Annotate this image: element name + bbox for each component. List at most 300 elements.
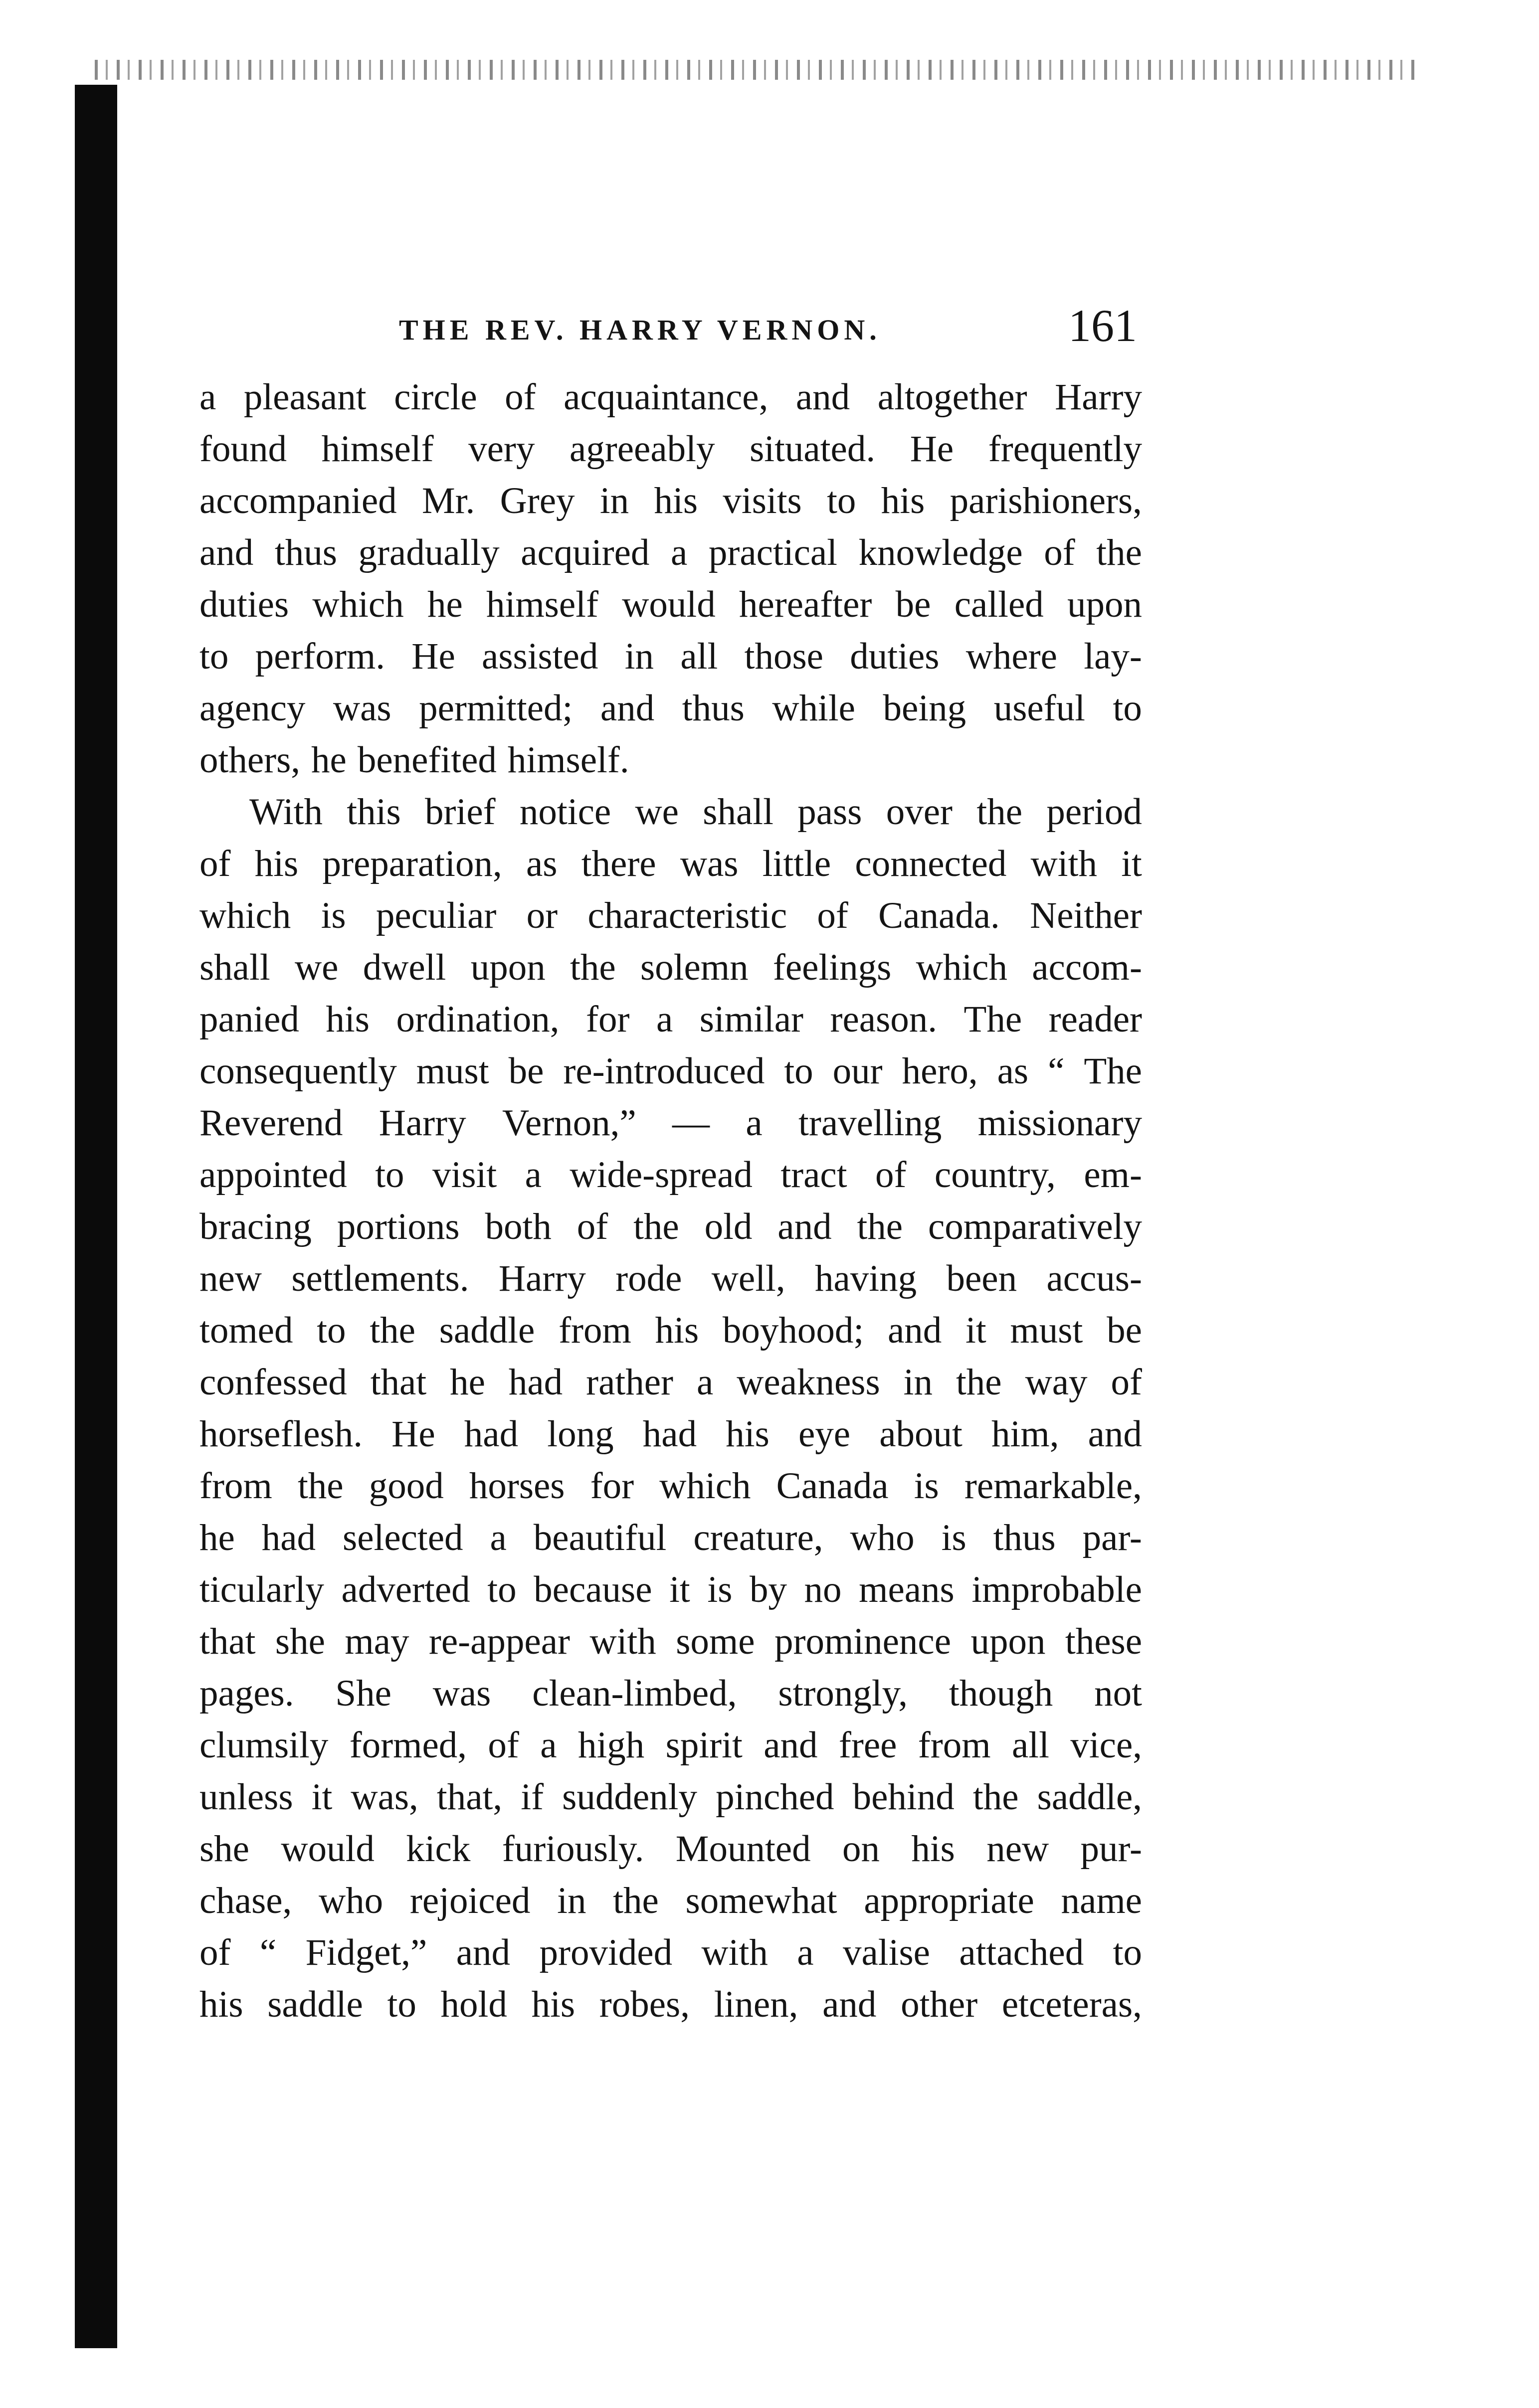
word: of [1044, 532, 1075, 573]
word: way [1025, 1362, 1088, 1403]
word: in [599, 480, 629, 521]
word: is [321, 895, 346, 936]
word: weakness [737, 1362, 880, 1403]
word: horses [469, 1465, 565, 1507]
word: valise [843, 1932, 930, 1973]
word: the [613, 1880, 659, 1921]
word: duties [850, 636, 940, 677]
word: and [199, 532, 254, 573]
word: this [347, 791, 401, 833]
word: of [875, 1154, 907, 1196]
word: similar [699, 999, 804, 1040]
word: portions [337, 1206, 460, 1247]
word: connected [855, 843, 1007, 884]
word: to [199, 636, 229, 677]
word: gradually [358, 532, 500, 573]
word: which [312, 584, 404, 625]
word: assisted [482, 636, 598, 677]
word: tract [780, 1154, 847, 1196]
word: lay- [1084, 636, 1142, 677]
text-line [199, 786, 1142, 838]
word: it [965, 1310, 986, 1351]
word: is [914, 1465, 939, 1507]
word: both [485, 1206, 552, 1247]
word: duties [199, 584, 289, 625]
word: a [490, 1517, 507, 1558]
text-line [199, 1616, 1142, 1668]
word: circle [394, 376, 477, 418]
word: situated. [750, 428, 876, 470]
word: himself [321, 428, 434, 470]
word: of [199, 1932, 231, 1973]
text-line [199, 1460, 1142, 1512]
word: the [972, 1776, 1019, 1818]
word: parishioners, [950, 480, 1142, 521]
text-line [199, 1253, 1142, 1305]
word: himself. [507, 739, 629, 781]
word: to [1113, 688, 1142, 729]
word: his [654, 480, 698, 521]
word: of [817, 895, 848, 936]
word: peculiar [376, 895, 497, 936]
word: to [827, 480, 856, 521]
word: Canada [776, 1465, 889, 1507]
word: may [345, 1621, 409, 1662]
word: saddle [267, 1984, 363, 2025]
text-line [199, 371, 1142, 423]
word: of [505, 376, 536, 418]
word: strongly, [778, 1673, 908, 1714]
word: the [570, 947, 616, 988]
word: confessed [199, 1362, 347, 1403]
word: attached [959, 1932, 1084, 1973]
word: hereafter [739, 584, 872, 625]
word: creature, [693, 1517, 823, 1558]
word: — [672, 1102, 710, 1144]
word: Harry [1055, 376, 1142, 418]
word: the [633, 1206, 679, 1247]
word: visits [723, 480, 802, 521]
page-header [399, 299, 1137, 354]
word: upon [470, 947, 546, 988]
text-line [199, 579, 1142, 631]
word: selected [343, 1517, 463, 1558]
word: upon [1067, 584, 1142, 625]
word: accom- [1032, 947, 1142, 988]
word: The [1084, 1050, 1142, 1092]
word: acquired [521, 532, 650, 573]
word: very [468, 428, 535, 470]
word: these [1065, 1621, 1142, 1662]
word: as [997, 1050, 1029, 1092]
word: from [559, 1310, 631, 1351]
word: settlements. [291, 1258, 469, 1299]
word: be [1107, 1310, 1142, 1351]
word: boyhood; [722, 1310, 864, 1351]
word: benefited [357, 739, 497, 781]
word: well, [711, 1258, 785, 1299]
text-line [199, 1720, 1142, 1771]
word: had [261, 1517, 316, 1558]
word: panied [199, 999, 299, 1040]
word: saddle [439, 1310, 535, 1351]
word: re-appear [428, 1621, 570, 1662]
word: his [655, 1310, 699, 1351]
word: Harry [498, 1258, 586, 1299]
word: furiously. [502, 1828, 644, 1870]
word: upon [970, 1621, 1046, 1662]
text-line [199, 1823, 1142, 1875]
text-line [199, 1512, 1142, 1564]
word: was [432, 1673, 491, 1714]
word: to [375, 1154, 404, 1196]
word: knowledge [858, 532, 1023, 573]
word: “ [259, 1932, 277, 1973]
word: With [249, 791, 323, 833]
word: with [589, 1621, 656, 1662]
word: period [1046, 791, 1142, 833]
word: agency [199, 688, 306, 729]
word: we [294, 947, 339, 988]
word: Reverend [199, 1102, 343, 1144]
word: and [764, 1724, 818, 1766]
word: his [254, 843, 299, 884]
word: must [416, 1050, 489, 1092]
word: it [1121, 843, 1142, 884]
word: is [707, 1569, 733, 1610]
word: linen, [714, 1984, 798, 2025]
word: brief [425, 791, 496, 833]
word: that [199, 1621, 256, 1662]
word: to [784, 1050, 813, 1092]
word: he [311, 739, 347, 781]
word: was [680, 843, 739, 884]
word: a [797, 1932, 814, 1973]
word: permitted; [419, 688, 573, 729]
word: hold [440, 1984, 507, 2025]
text-line [199, 1927, 1142, 1979]
word: all [680, 636, 718, 677]
word: suddenly [562, 1776, 697, 1818]
page-top-edge-scan [95, 60, 1416, 80]
text-line [199, 683, 1142, 734]
text-line [199, 1305, 1142, 1357]
word: about [879, 1413, 962, 1455]
word: unless [199, 1776, 293, 1818]
word: He [411, 636, 455, 677]
word: high [577, 1724, 645, 1766]
word: over [886, 791, 953, 833]
word: would [281, 1828, 375, 1870]
word: appropriate [864, 1880, 1034, 1921]
word: and [887, 1310, 942, 1351]
word: his [531, 1984, 576, 2025]
word: pages. [199, 1673, 294, 1714]
word: reader [1048, 999, 1142, 1040]
word: clumsily [199, 1724, 329, 1766]
text-line [199, 734, 1142, 786]
word: robes, [599, 1984, 690, 2025]
word: was, [351, 1776, 418, 1818]
word: our [832, 1050, 883, 1092]
text-line [199, 1875, 1142, 1927]
word: he [199, 1517, 235, 1558]
word: little [762, 843, 831, 884]
text-line [199, 890, 1142, 942]
word: be [508, 1050, 544, 1092]
word: ordination, [396, 999, 560, 1040]
word: his [911, 1828, 955, 1870]
word: behind [852, 1776, 955, 1818]
word: Vernon,” [502, 1102, 636, 1144]
word: if [521, 1776, 544, 1818]
word: rode [615, 1258, 682, 1299]
word: and [795, 376, 850, 418]
word: remarkable, [964, 1465, 1142, 1507]
word: would [622, 584, 716, 625]
word: hero, [902, 1050, 978, 1092]
word: provided [539, 1932, 673, 1973]
word: Mr. [421, 480, 475, 521]
word: visit [432, 1154, 497, 1196]
text-line [199, 527, 1142, 579]
word: not [1094, 1673, 1142, 1714]
word: re-introduced [563, 1050, 765, 1092]
word: which [916, 947, 1007, 988]
word: other [901, 1984, 978, 2025]
word: been [946, 1258, 1017, 1299]
word: wide-spread [570, 1154, 753, 1196]
word: par- [1082, 1517, 1142, 1558]
word: ticularly [199, 1569, 324, 1610]
word: consequently [199, 1050, 397, 1092]
word: to [487, 1569, 517, 1610]
word: tomed [199, 1310, 293, 1351]
word: no [804, 1569, 842, 1610]
word: to [387, 1984, 416, 2025]
word: travelling [798, 1102, 942, 1144]
word: a [525, 1154, 542, 1196]
word: accus- [1046, 1258, 1142, 1299]
word: appointed [199, 1154, 347, 1196]
word: with [701, 1932, 768, 1973]
word: the [857, 1206, 903, 1247]
word: notice [519, 791, 611, 833]
word: Canada. [878, 895, 1000, 936]
word: it [311, 1776, 333, 1818]
running-head: THE REV. HARRY VERNON. [399, 314, 881, 346]
word: of [199, 843, 231, 884]
word: thus [993, 1517, 1056, 1558]
text-line [199, 994, 1142, 1045]
word: the [1096, 532, 1142, 573]
word: he [450, 1362, 485, 1403]
word: who [850, 1517, 915, 1558]
text-line [199, 1149, 1142, 1201]
word: while [772, 688, 855, 729]
word: Grey [500, 480, 575, 521]
text-line [199, 1357, 1142, 1408]
word: be [895, 584, 931, 625]
word: eye [798, 1413, 851, 1455]
word: which [199, 895, 291, 936]
text-line [199, 1201, 1142, 1253]
word: pleasant [243, 376, 367, 418]
word: his [726, 1413, 770, 1455]
word: country, [934, 1154, 1056, 1196]
word: saddle, [1037, 1776, 1142, 1818]
word: rejoiced [409, 1880, 531, 1921]
word: solemn [640, 947, 749, 988]
word: with [1030, 843, 1097, 884]
word: Mounted [675, 1828, 811, 1870]
word: the [370, 1310, 415, 1351]
word: He [910, 428, 954, 470]
word: had [642, 1413, 697, 1455]
text-line [199, 475, 1142, 527]
word: as [526, 843, 558, 884]
word: in [624, 636, 654, 677]
word: that, [436, 1776, 503, 1818]
word: which [659, 1465, 751, 1507]
word: frequently [988, 428, 1142, 470]
word: that [370, 1362, 427, 1403]
text-line [199, 423, 1142, 475]
word: a [671, 532, 688, 573]
page-number: 161 [1068, 300, 1137, 351]
word: shall [703, 791, 773, 833]
text-line [199, 838, 1142, 890]
word: being [883, 688, 966, 729]
word: practical [708, 532, 838, 573]
word: is [941, 1517, 966, 1558]
word: comparatively [928, 1206, 1142, 1247]
word: because [534, 1569, 652, 1610]
word: found [199, 428, 287, 470]
word: pur- [1080, 1828, 1142, 1870]
word: free [838, 1724, 897, 1766]
word: accompanied [199, 480, 397, 521]
word: must [1010, 1310, 1083, 1351]
word: missionary [977, 1102, 1142, 1144]
word: for [585, 999, 630, 1040]
word: formed, [349, 1724, 467, 1766]
word: there [581, 843, 656, 884]
word: him, [991, 1413, 1059, 1455]
text-line [199, 1408, 1142, 1460]
word: she [199, 1828, 249, 1870]
book-spine-shadow [75, 85, 117, 2348]
word: she [275, 1621, 325, 1662]
word: reason. [830, 999, 938, 1040]
word: to [1113, 1932, 1142, 1973]
word: his [199, 1984, 243, 2025]
word: or [526, 895, 558, 936]
word: vice, [1070, 1724, 1142, 1766]
word: some [676, 1621, 755, 1662]
word: called [954, 584, 1044, 625]
text-line [199, 1771, 1142, 1823]
word: characteristic [587, 895, 787, 936]
word: adverted [341, 1569, 470, 1610]
word: Fidget,” [305, 1932, 427, 1973]
word: those [744, 636, 823, 677]
text-line [199, 1668, 1142, 1720]
word: where [965, 636, 1057, 677]
word: horseflesh. [199, 1413, 363, 1455]
word: and [1088, 1413, 1142, 1455]
text-line [199, 1564, 1142, 1616]
word: it [669, 1569, 690, 1610]
word: from [918, 1724, 991, 1766]
word: a [199, 376, 216, 418]
word: dwell [363, 947, 446, 988]
word: though [949, 1673, 1053, 1714]
word: thus [274, 532, 337, 573]
word: etceteras, [1001, 1984, 1142, 2025]
word: chase, [199, 1880, 292, 1921]
word: name [1061, 1880, 1142, 1921]
word: had [508, 1362, 563, 1403]
word: rather [586, 1362, 674, 1403]
word: the [297, 1465, 344, 1507]
word: shall [199, 947, 270, 988]
body-text [199, 371, 1142, 2031]
word: new [199, 1258, 262, 1299]
word: and [600, 688, 655, 729]
word: agreeably [570, 428, 715, 470]
word: the [976, 791, 1022, 833]
word: useful [993, 688, 1085, 729]
word: a [540, 1724, 557, 1766]
word: in [557, 1880, 586, 1921]
text-line [199, 1979, 1142, 2031]
word: good [369, 1465, 444, 1507]
word: old [704, 1206, 753, 1247]
word: pass [797, 791, 862, 833]
word: was [333, 688, 391, 729]
word: new [986, 1828, 1049, 1870]
word: bracing [199, 1206, 312, 1247]
word: clean-limbed, [532, 1673, 737, 1714]
text-line [199, 942, 1142, 994]
word: prominence [774, 1621, 952, 1662]
word: his [326, 999, 370, 1040]
word: em- [1084, 1154, 1142, 1196]
word: who [319, 1880, 384, 1921]
word: on [842, 1828, 880, 1870]
word: himself [486, 584, 598, 625]
word: others, [199, 739, 301, 781]
word: had [464, 1413, 519, 1455]
word: improbable [971, 1569, 1142, 1610]
word: and [822, 1984, 877, 2025]
word: pinched [716, 1776, 834, 1818]
word: a [697, 1362, 714, 1403]
word: Harry [379, 1102, 466, 1144]
word: altogether [877, 376, 1027, 418]
text-line [199, 1097, 1142, 1149]
word: The [963, 999, 1022, 1040]
word: thus [682, 688, 745, 729]
word: of [577, 1206, 608, 1247]
word: all [1011, 1724, 1049, 1766]
word: in [903, 1362, 933, 1403]
word: kick [406, 1828, 471, 1870]
word: by [749, 1569, 787, 1610]
word: and [777, 1206, 832, 1247]
word: She [335, 1673, 391, 1714]
